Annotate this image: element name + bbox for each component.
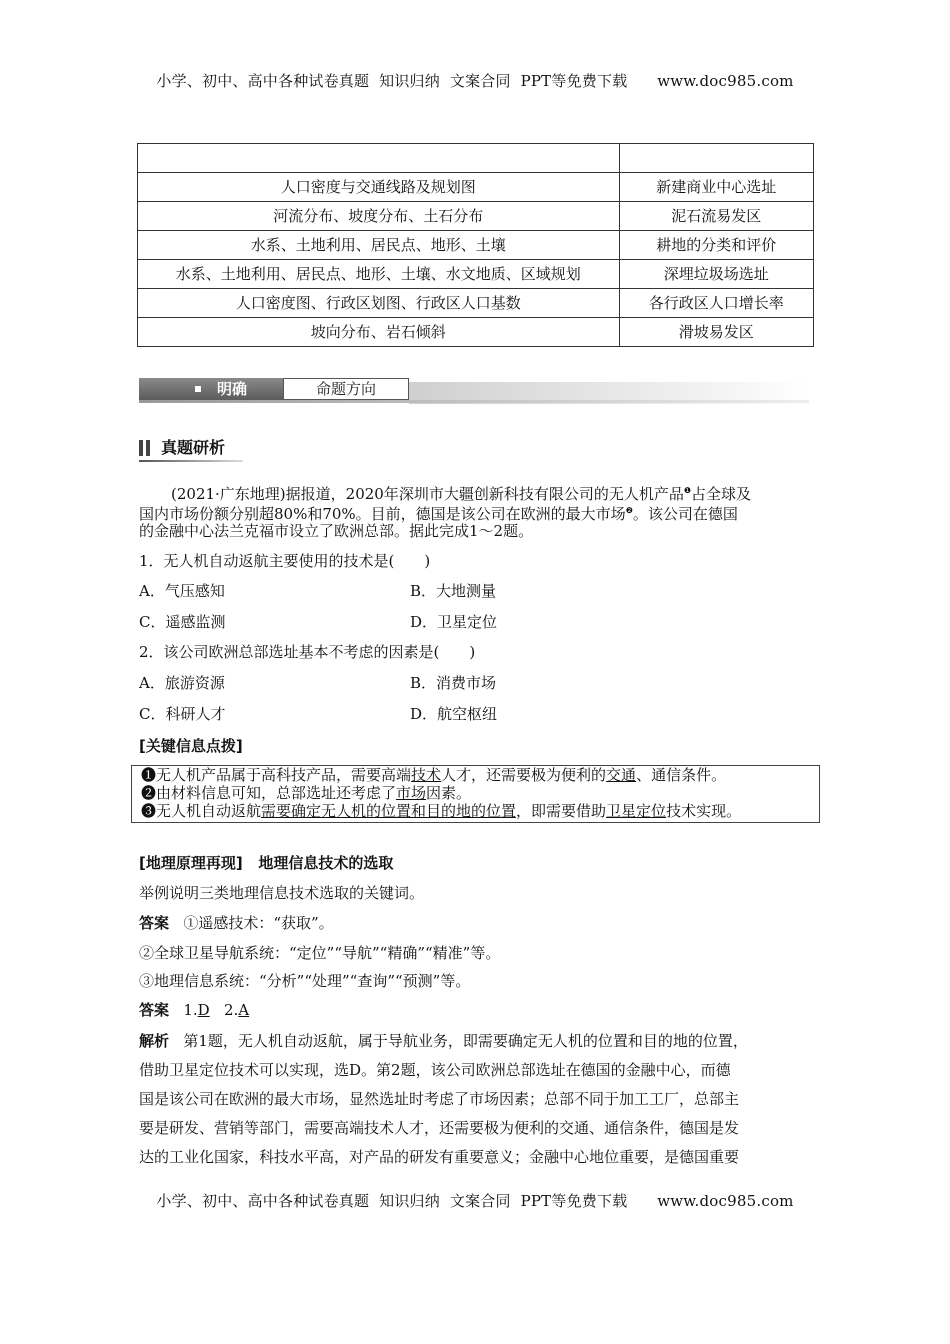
principle-answer-1: 答案 ①遥感技术：“获取”。 bbox=[139, 914, 334, 932]
question-2-option-b: B．消费市场 bbox=[410, 674, 497, 692]
question-2-option-a: A．旅游资源 bbox=[139, 674, 225, 692]
banner-underline bbox=[139, 400, 809, 403]
intro-line-1: (2021·广东地理)据报道，2020年深圳市大疆创新科技有限公司的无人机产品$^❶$占全球及 bbox=[171, 485, 752, 503]
table-cell-application: 耕地的分类和评价 bbox=[619, 231, 813, 260]
table-cell-data-layers: 人口密度图、行政区划图、行政区人口基数 bbox=[138, 289, 620, 318]
table-cell-data-layers: 坡向分布、岩石倾斜 bbox=[138, 318, 620, 347]
table-cell-data-layers: 河流分布、坡度分布、土石分布 bbox=[138, 202, 620, 231]
page-header: 小学、初中、高中各种试卷真题 知识归纳 文案合同 PPT等免费下载 www.doc985.com bbox=[156, 72, 794, 90]
question-2-option-c: C．科研人才 bbox=[139, 705, 226, 723]
section-bars-icon bbox=[139, 440, 153, 456]
table-cell-application: 滑坡易发区 bbox=[619, 318, 813, 347]
key-info-line-3: ❸无人机自动返航需要确定无人机的位置和目的地的位置，即需要借助卫星定位技术实现。 bbox=[141, 802, 742, 820]
principle-prompt: 举例说明三类地理信息技术选取的关键词。 bbox=[139, 884, 425, 902]
table-row bbox=[138, 318, 814, 347]
section-banner bbox=[139, 378, 809, 404]
principle-heading: [地理原理再现] 地理信息技术的选取 bbox=[139, 854, 394, 872]
answer-2-value: A bbox=[238, 1001, 250, 1019]
table-row bbox=[138, 289, 814, 318]
section-title-underline bbox=[139, 460, 243, 462]
table-row bbox=[138, 144, 814, 173]
table-cell-application: 新建商业中心选址 bbox=[619, 173, 813, 202]
principle-answer-3: ③地理信息系统：“分析”“处理”“查询”“预测”等。 bbox=[139, 972, 471, 990]
analysis-line-5: 达的工业化国家，科技水平高，对产品的研发有重要意义；金融中心地位重要，是德国重要 bbox=[139, 1148, 740, 1166]
answer-1-value: D bbox=[197, 1001, 210, 1019]
table-cell-application: 泥石流易发区 bbox=[619, 202, 813, 231]
key-info-box bbox=[131, 765, 820, 823]
key-info-line-2: ❷由材料信息可知，总部选址还考虑了市场因素。 bbox=[141, 784, 472, 802]
table-cell-data-layers: 水系、土地利用、居民点、地形、土壤 bbox=[138, 231, 620, 260]
question-1-option-b: B．大地测量 bbox=[410, 582, 497, 600]
page-footer: 小学、初中、高中各种试卷真题 知识归纳 文案合同 PPT等免费下载 www.doc985.com bbox=[156, 1192, 794, 1210]
answer-line: 答案 1.D 2.A bbox=[139, 1001, 250, 1019]
banner-dark-label: 明确 bbox=[217, 380, 248, 398]
question-1-option-d: D．卫星定位 bbox=[410, 613, 498, 631]
analysis-line-3: 国是该公司在欧洲的最大市场，显然选址时考虑了市场因素；总部不同于加工工厂，总部主 bbox=[139, 1090, 740, 1108]
question-2-option-d: D．航空枢纽 bbox=[410, 705, 498, 723]
table-cell-data-layers: 水系、土地利用、居民点、地形、土壤、水文地质、区域规划 bbox=[138, 260, 620, 289]
analysis-line-4: 要是研发、营销等部门，需要高端技术人才，还需要极为便利的交通、通信条件，德国是发 bbox=[139, 1119, 740, 1137]
table-cell-data-layers: 人口密度与交通线路及规划图 bbox=[138, 173, 620, 202]
principle-answer-2: ②全球卫星导航系统：“定位”“导航”“精确”“精准”等。 bbox=[139, 944, 501, 962]
intro-line-3: 的金融中心法兰克福市设立了欧洲总部。据此完成1～2题。 bbox=[139, 522, 534, 540]
banner-dark-tab bbox=[139, 378, 283, 400]
question-2-stem: 2．该公司欧洲总部选址基本不考虑的因素是( ) bbox=[139, 643, 476, 661]
banner-light-label: 命题方向 bbox=[283, 378, 409, 400]
key-info-title: [关键信息点拨] bbox=[139, 737, 243, 755]
question-1-stem: 1．无人机自动返航主要使用的技术是( ) bbox=[139, 552, 431, 570]
table-cell-data-layers bbox=[138, 144, 620, 173]
marker-1: ❶ bbox=[683, 486, 691, 495]
table-row bbox=[138, 260, 814, 289]
analysis-line-1: 解析 第1题，无人机自动返航，属于导航业务，即需要确定无人机的位置和目的地的位置， bbox=[139, 1032, 748, 1050]
analysis-line-2: 借助卫星定位技术可以实现，选D。第2题，该公司欧洲总部选址在德国的金融中心，而德 bbox=[139, 1061, 731, 1079]
table-row bbox=[138, 202, 814, 231]
table-cell-application: 深埋垃圾场选址 bbox=[619, 260, 813, 289]
table-row bbox=[138, 231, 814, 260]
question-1-option-c: C．遥感监测 bbox=[139, 613, 226, 631]
question-1-option-a: A．气压感知 bbox=[139, 582, 225, 600]
marker-2: ❷ bbox=[625, 506, 633, 515]
gis-application-table bbox=[137, 143, 814, 347]
table-cell-application: 各行政区人口增长率 bbox=[619, 289, 813, 318]
table-row bbox=[138, 173, 814, 202]
key-info-line-1: ❶无人机产品属于高科技产品，需要高端技术人才，还需要极为便利的交通、通信条件。 bbox=[141, 766, 727, 784]
square-bullet-icon bbox=[195, 386, 201, 392]
intro-line-2: 国内市场份额分别超80%和70%。目前，德国是该公司在欧洲的最大市场$^❷$。该公司在德国 bbox=[139, 505, 738, 523]
table-cell-application bbox=[619, 144, 813, 173]
